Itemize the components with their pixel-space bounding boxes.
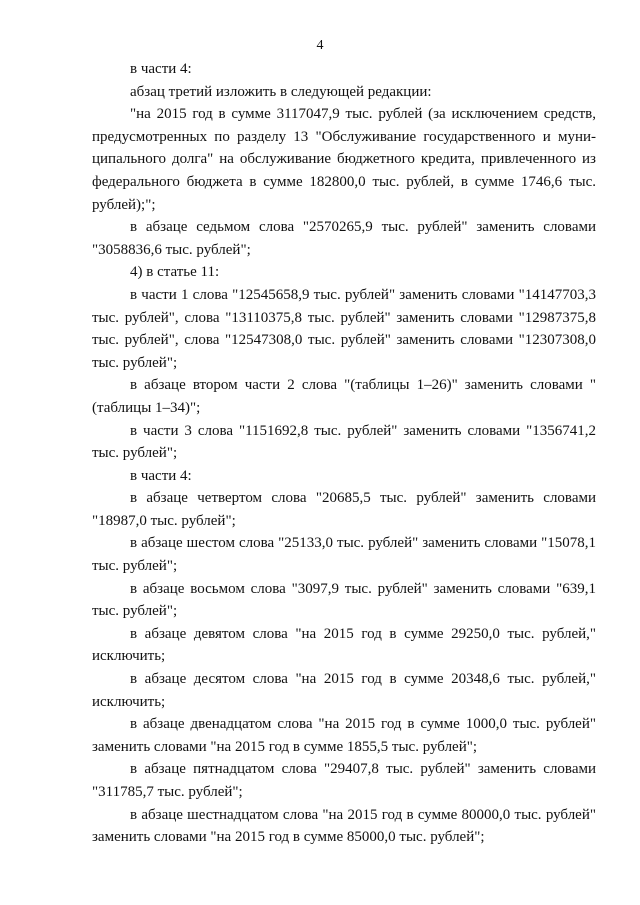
paragraph: в части 4:	[130, 61, 192, 77]
paragraph: в части 4:	[130, 467, 192, 484]
paragraph: в абзаце девятом слова "на 2015 год в сумме 29250,0 тыс. рублей," исключить;	[92, 625, 596, 665]
paragraph: в абзаце десятом слова "на 2015 год в сумме 20348,6 тыс. рублей," исключить;	[92, 671, 596, 710]
paragraph: в части 3 слова "1151692,8 тыс. рублей" заменить словами "1356741,2 тыс. рублей";	[92, 422, 596, 462]
document-body	[92, 58, 596, 849]
paragraph: в абзаце шестом слова "25133,0 тыс. рублей" заменить словами "15078,1 тыс. рублей";	[92, 535, 596, 575]
paragraph: в абзаце двенадцатом слова "на 2015 год в сумме 1000,0 тыс. рублей" заменить словами "на 2015 год в сумме 1855,5 тыс. рублей";	[92, 716, 596, 755]
paragraph: в абзаце шестнадцатом слова "на 2015 год в сумме 80000,0 тыс. рублей" заменить словами "на 2015 год в сумме 85000,0 тыс. рублей";	[92, 806, 596, 846]
paragraph: в абзаце восьмом слова "3097,9 тыс. рублей" заменить словами "639,1 тыс. рублей";	[92, 580, 596, 620]
paragraph: 4) в статье 11:	[130, 264, 220, 281]
paragraph: в абзаце пятнадцатом слова "29407,8 тыс. рублей" заменить словами "311785,7 тыс. рублей";	[92, 761, 596, 800]
paragraph: абзац третий изложить в следующей редакции:	[130, 83, 432, 100]
paragraph: в абзаце седьмом слова "2570265,9 тыс. рублей" заменить словами "3058836,6 тыс. рублей";	[92, 219, 596, 258]
page-number: 4	[316, 38, 324, 53]
paragraph: в части 1 слова "12545658,9 тыс. рублей" заменить словами "14147703,3 тыс. рублей", слова "13110375,8 тыс. рублей" заменить словами "12987375,8 тыс. рублей", слова "12547308,0 тыс. рублей" заменить словами "12307308,0 тыс. рублей";	[92, 286, 596, 371]
paragraph: в абзаце четвертом слова "20685,5 тыс. рублей" заменить словами "18987,0 тыс. рублей";	[92, 490, 596, 529]
paragraph: в абзаце втором части 2 слова "(таблицы 1–26)" заменить словами "(таблицы 1–34)";	[92, 377, 596, 416]
paragraph: "на 2015 год в сумме 3117047,9 тыс. рублей (за исключением средств, предусмотренных по разделу 13 "Обслуживание государственного и муни-ципального долга" на обслуживание бюджетного кредита, привлеченного из федерального бюджета в сумме 182800,0 тыс. рублей, в сумме 1746,6 тыс. рублей);";	[92, 106, 596, 213]
